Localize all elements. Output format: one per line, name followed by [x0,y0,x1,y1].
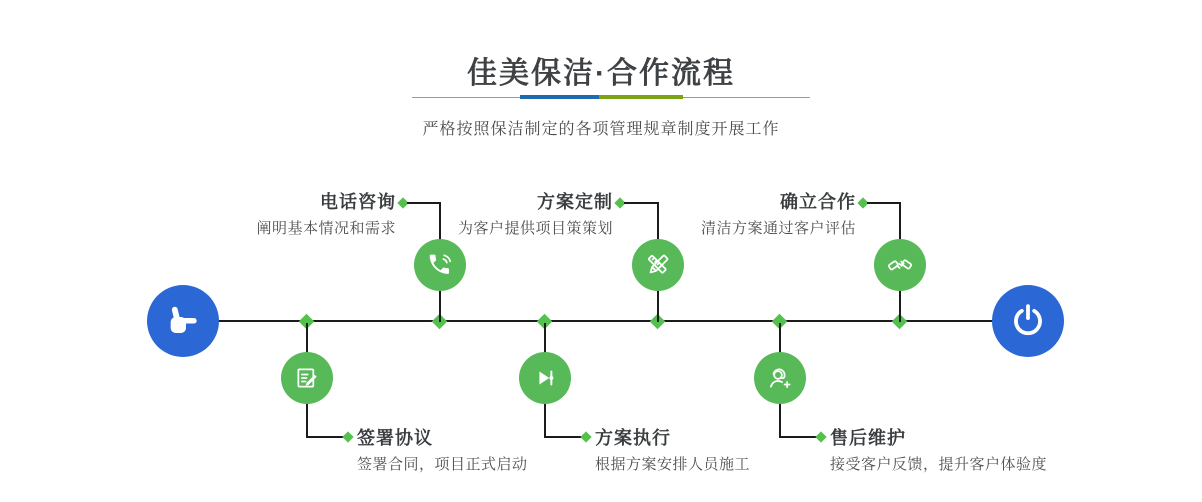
step-node [874,239,926,291]
step-desc: 根据方案安排人员施工 [595,456,751,473]
connector-elbow [779,404,820,438]
timeline-line [215,320,995,322]
step-desc: 阐明基本情况和需求 [256,220,396,237]
step-node [632,239,684,291]
step-title: 售后维护 [830,428,906,448]
headset-plus-icon [766,364,794,392]
step-title: 签署协议 [357,428,433,448]
connector-stem [306,323,308,353]
divider-blue-segment [520,95,599,99]
page-title: 佳美保洁·合作流程 [467,57,735,90]
connector-stem [657,290,659,322]
step-node [754,352,806,404]
flow-end-node [992,285,1064,357]
connector-stem [899,290,901,322]
step-title: 方案定制 [537,192,613,212]
step-title: 电话咨询 [320,192,396,212]
connector-stem [779,323,781,353]
step-label [146,192,396,237]
step-node [414,239,466,291]
document-sign-icon [293,364,321,392]
step-desc: 为客户提供项目策策划 [457,220,613,237]
play-icon [531,364,559,392]
step-desc: 接受客户反馈，提升客户体验度 [830,456,1048,473]
step-label [363,192,613,237]
pencil-ruler-icon [644,251,672,279]
divider-green-segment [599,95,683,99]
handshake-icon [886,251,914,279]
connector-stem [439,290,441,322]
pointing-hand-icon [163,301,203,341]
step-desc: 签署合同，项目正式启动 [357,456,528,473]
flow-start-node [147,285,219,357]
step-node [281,352,333,404]
page-subtitle: 严格按照保洁制定的各项管理规章制度开展工作 [422,121,780,138]
step-label [606,192,856,237]
step-node [519,352,571,404]
phone-icon [426,251,454,279]
step-title: 方案执行 [595,428,671,448]
step-label [830,428,1100,473]
connector-elbow [544,404,585,438]
step-desc: 清洁方案通过客户评估 [700,220,856,237]
step-title: 确立合作 [780,192,856,212]
connector-stem [544,323,546,353]
connector-elbow [867,202,901,239]
connector-elbow [306,404,347,438]
power-icon [1009,302,1047,340]
